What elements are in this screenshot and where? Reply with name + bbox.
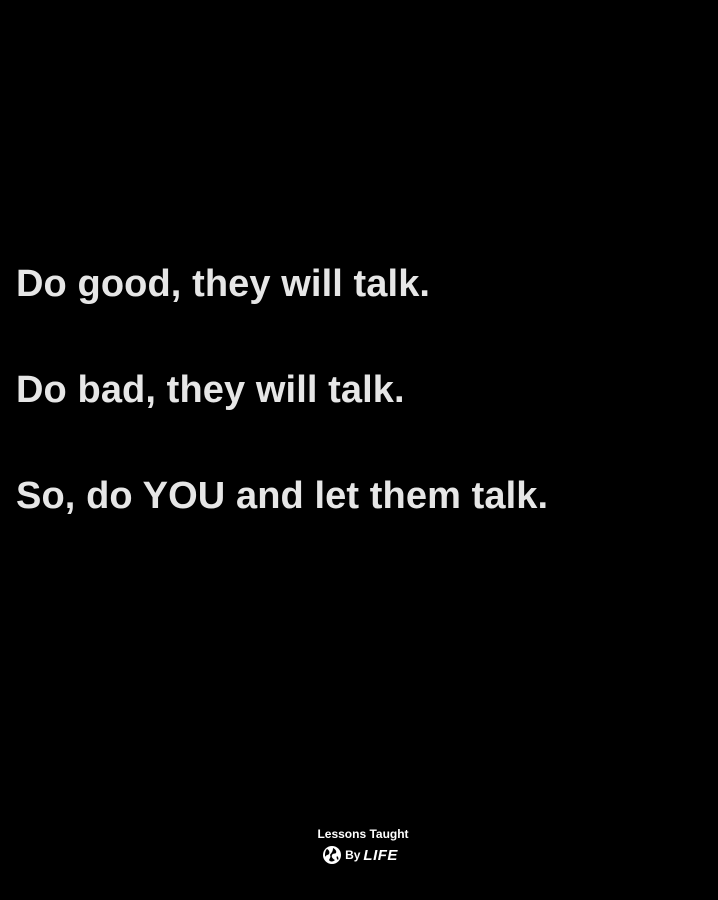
quote-line-2: Do bad, they will talk. (16, 369, 405, 411)
brand-life-text: LIFE (363, 846, 398, 864)
quote-line-3: So, do YOU and let them talk. (16, 475, 549, 517)
brand-by-text: By (345, 848, 361, 862)
quote-line-1: Do good, they will talk. (16, 263, 431, 305)
brand-subtitle (322, 845, 398, 865)
globe-icon (322, 845, 342, 865)
brand-logo (0, 826, 718, 870)
brand-title: Lessons Taught (317, 827, 409, 841)
